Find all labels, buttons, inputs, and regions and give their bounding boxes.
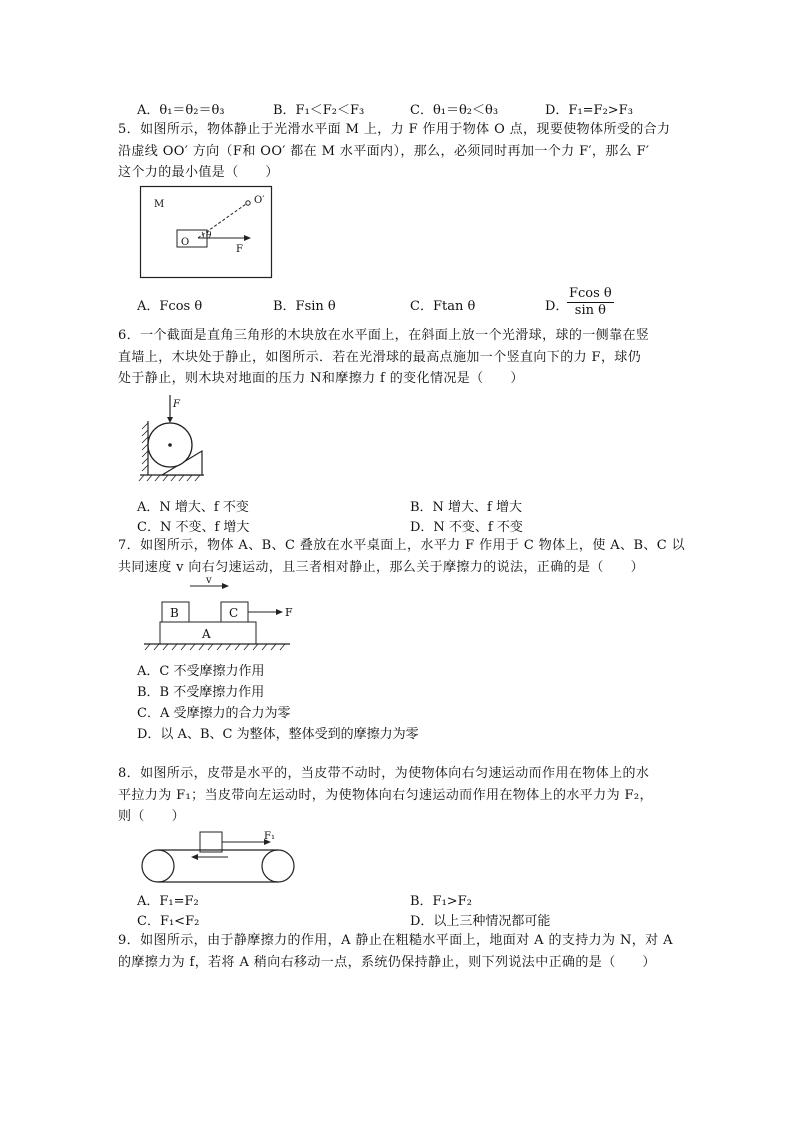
velocity-arrowhead bbox=[222, 583, 229, 589]
ground-hatching bbox=[139, 475, 200, 481]
q7-figure bbox=[140, 575, 300, 654]
q5-line-3: 这个力的最小值是（ ） bbox=[118, 165, 279, 180]
prev-option-c: C．θ₁＝θ₂＜θ₃ bbox=[410, 103, 499, 118]
q7-option-d: D．以 A、B、C 为整体，整体受到的摩擦力为零 bbox=[137, 727, 419, 742]
left-pulley bbox=[142, 850, 174, 882]
label-f: F bbox=[173, 399, 180, 410]
q6-figure bbox=[138, 393, 208, 485]
ball-center bbox=[168, 443, 172, 447]
q8-line-1: 8．如图所示，皮带是水平的，当皮带不动时，为使物体向右匀速运动而作用在物体上的水 bbox=[118, 766, 650, 781]
force-f-arrowhead bbox=[276, 609, 283, 615]
q6-option-d: D．N 不变、f 不变 bbox=[410, 520, 523, 535]
right-pulley bbox=[262, 850, 294, 882]
label-v: v bbox=[206, 575, 212, 586]
wall-hatching bbox=[142, 423, 148, 471]
object-block bbox=[200, 832, 222, 852]
label-f: F bbox=[236, 244, 243, 255]
question-9-text bbox=[118, 930, 698, 973]
q8-line-2: 平拉力为 F₁；当皮带向左运动时，为使物体向右匀速运动而作用在物体上的水平力为 F₂， bbox=[118, 787, 653, 803]
fraction-numerator: Fcos θ bbox=[569, 286, 612, 301]
q5-option-d-fraction bbox=[567, 286, 614, 319]
q6-option-a: A．N 增大、f 不变 bbox=[137, 500, 249, 515]
q5-line-1: 5．如图所示，物体静止于光滑水平面 M 上，力 F 作用于物体 O 点，现要使物体所受的合力 bbox=[118, 122, 671, 137]
q9-line-2: 的摩擦力为 f，若将 A 稍向右移动一点，系统仍保持静止，则下列说法中正确的是（ ） bbox=[118, 954, 656, 970]
q8-option-b: B．F₁>F₂ bbox=[410, 894, 472, 909]
question-6-text bbox=[118, 325, 698, 390]
prev-option-b: B．F₁＜F₂＜F₃ bbox=[273, 103, 365, 118]
q5-option-a: A．Fcos θ bbox=[137, 299, 203, 314]
q6-line-2: 直墙上，木块处于静止，如图所示．若在光滑球的最高点施加一个竖直向下的力 F，球仍 bbox=[118, 349, 642, 365]
q6-option-b: B．N 增大、f 增大 bbox=[410, 500, 523, 515]
force-f-arrowhead bbox=[167, 417, 173, 423]
q5-line-2: 沿虚线 OO′ 方向（F和 OO′ 都在 M 水平面内），那么，必须同时再加一个力 F′，那么 F′ bbox=[118, 143, 650, 159]
force-f-arrowhead bbox=[244, 235, 251, 241]
q6-option-c: C．N 不变、f 增大 bbox=[137, 520, 250, 535]
question-5-text bbox=[118, 119, 698, 184]
point-o-prime bbox=[246, 201, 250, 205]
q7-option-b: B．B 不受摩擦力作用 bbox=[137, 685, 265, 700]
q7-option-a: A．C 不受摩擦力作用 bbox=[137, 664, 265, 679]
question-7-text bbox=[118, 535, 698, 578]
q8-option-a: A．F₁=F₂ bbox=[137, 894, 199, 909]
label-a: A bbox=[202, 627, 211, 641]
q8-figure bbox=[138, 830, 298, 886]
q5-option-b: B．Fsin θ bbox=[273, 299, 336, 314]
q6-line-1: 6．一个截面是直角三角形的木块放在水平面上，在斜面上放一个光滑球，球的一侧靠在竖 bbox=[118, 328, 650, 343]
q7-line-2: 共同速度 v 向右匀速运动，且三者相对静止，那么关于摩擦力的说法，正确的是（ ） bbox=[118, 559, 645, 575]
q5-option-d-prefix: D． bbox=[545, 299, 569, 314]
q7-option-c: C．A 受摩擦力的合力为零 bbox=[137, 706, 291, 721]
q8-line-3: 则（ ） bbox=[118, 809, 186, 824]
fraction-denominator: sin θ bbox=[574, 303, 606, 318]
label-theta: θ bbox=[206, 231, 212, 241]
prev-option-d: D．F₁=F₂>F₃ bbox=[545, 103, 633, 118]
q8-option-c: C．F₁<F₂ bbox=[137, 914, 200, 929]
label-m: M bbox=[154, 199, 165, 210]
q7-line-1: 7．如图所示，物体 A、B、C 叠放在水平桌面上，水平力 F 作用于 C 物体上，使 A、B、C 以 bbox=[118, 538, 686, 553]
question-8-text bbox=[118, 763, 698, 828]
q5-figure bbox=[140, 186, 272, 278]
label-o-prime: O′ bbox=[254, 195, 265, 206]
label-o: O bbox=[181, 237, 190, 248]
table-hatching bbox=[145, 644, 285, 650]
q8-option-d: D．以上三种情况都可能 bbox=[410, 914, 551, 929]
label-f: F bbox=[285, 606, 293, 619]
label-b: B bbox=[170, 606, 179, 620]
label-f1: F₁ bbox=[264, 831, 275, 842]
prev-option-a: A．θ₁＝θ₂＝θ₃ bbox=[137, 103, 225, 118]
q9-line-1: 9．如图所示，由于静摩擦力的作用，A 静止在粗糙水平面上，地面对 A 的支持力为 N，对 A bbox=[118, 933, 673, 948]
label-c: C bbox=[229, 606, 239, 620]
q5-option-c: C．Ftan θ bbox=[410, 299, 476, 314]
belt-direction-arrowhead bbox=[191, 854, 198, 860]
q6-line-3: 处于静止，则木块对地面的压力 N和摩擦力 f 的变化情况是（ ） bbox=[118, 371, 524, 386]
